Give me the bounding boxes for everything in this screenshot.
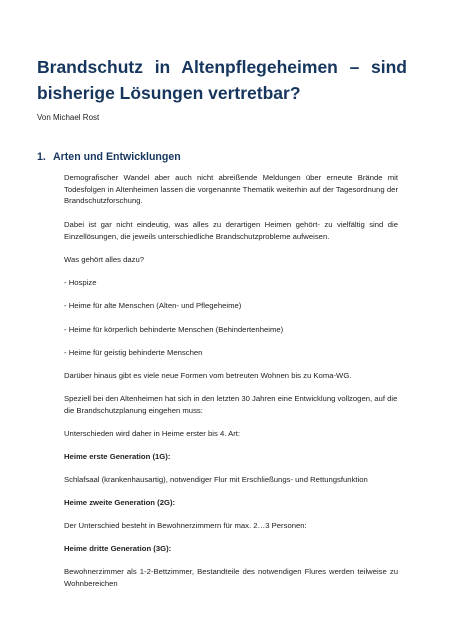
paragraph-definition: Dabei ist gar nicht eindeutig, was alles zu derartigen Heimen gehört- zu vielfältig sind die Einzellösungen, die jeweils unterschiedliche Brandschutzprobleme aufweisen.: [64, 220, 398, 241]
generation-3-text: Bewohnerzimmer als 1-2-Bettzimmer, Bestandteile des notwendigen Flures werden teilweise zu Wohnbereichen: [64, 567, 398, 588]
section-title: Arten und Entwicklungen: [53, 151, 181, 163]
list-item-hospize: - Hospize: [64, 278, 97, 287]
generation-1-heading: Heime erste Generation (1G):: [64, 452, 171, 461]
generation-2-text: Der Unterschied besteht in Bewohnerzimmern für max. 2…3 Personen:: [64, 521, 307, 530]
section-number: 1.: [37, 151, 46, 163]
list-item-altenheime: - Heime für alte Menschen (Alten- und Pflegeheime): [64, 301, 242, 310]
paragraph-development: Speziell bei den Altenheimen hat sich in den letzten 30 Jahren eine Entwicklung vollzogen, auf die die Brandschutzplanung eingehen muss:: [64, 394, 398, 415]
paragraph-question: Was gehört alles dazu?: [64, 255, 145, 264]
list-item-behindertenheime: - Heime für körperlich behinderte Menschen (Behindertenheime): [64, 325, 284, 334]
generation-2-heading: Heime zweite Generation (2G):: [64, 498, 176, 507]
author-line: Von Michael Rost: [37, 113, 100, 122]
list-item-geistig-behindert: - Heime für geistig behinderte Menschen: [64, 348, 203, 357]
generation-1-text: Schlafsaal (krankenhausartig), notwendiger Flur mit Erschließungs- und Rettungsfunktion: [64, 475, 368, 484]
paragraph-demographic: Demografischer Wandel aber auch nicht abreißende Meldungen über erneute Brände mit Todesfolgen in Altenheimen lassen die vorgenannte Thematik weiterhin auf der Tagesordnung der Brandschutzforschung.: [64, 173, 398, 205]
paragraph-new-forms: Darüber hinaus gibt es viele neue Formen vom betreuten Wohnen bis zu Koma-WG.: [64, 371, 352, 380]
document-title: Brandschutz in Altenpflegeheimen – sind bisherige Lösungen vertretbar?: [37, 57, 407, 103]
section-heading: [37, 151, 181, 164]
generation-3-heading: Heime dritte Generation (3G):: [64, 544, 172, 553]
paragraph-distinction: Unterschieden wird daher in Heime erster bis 4. Art:: [64, 429, 241, 438]
